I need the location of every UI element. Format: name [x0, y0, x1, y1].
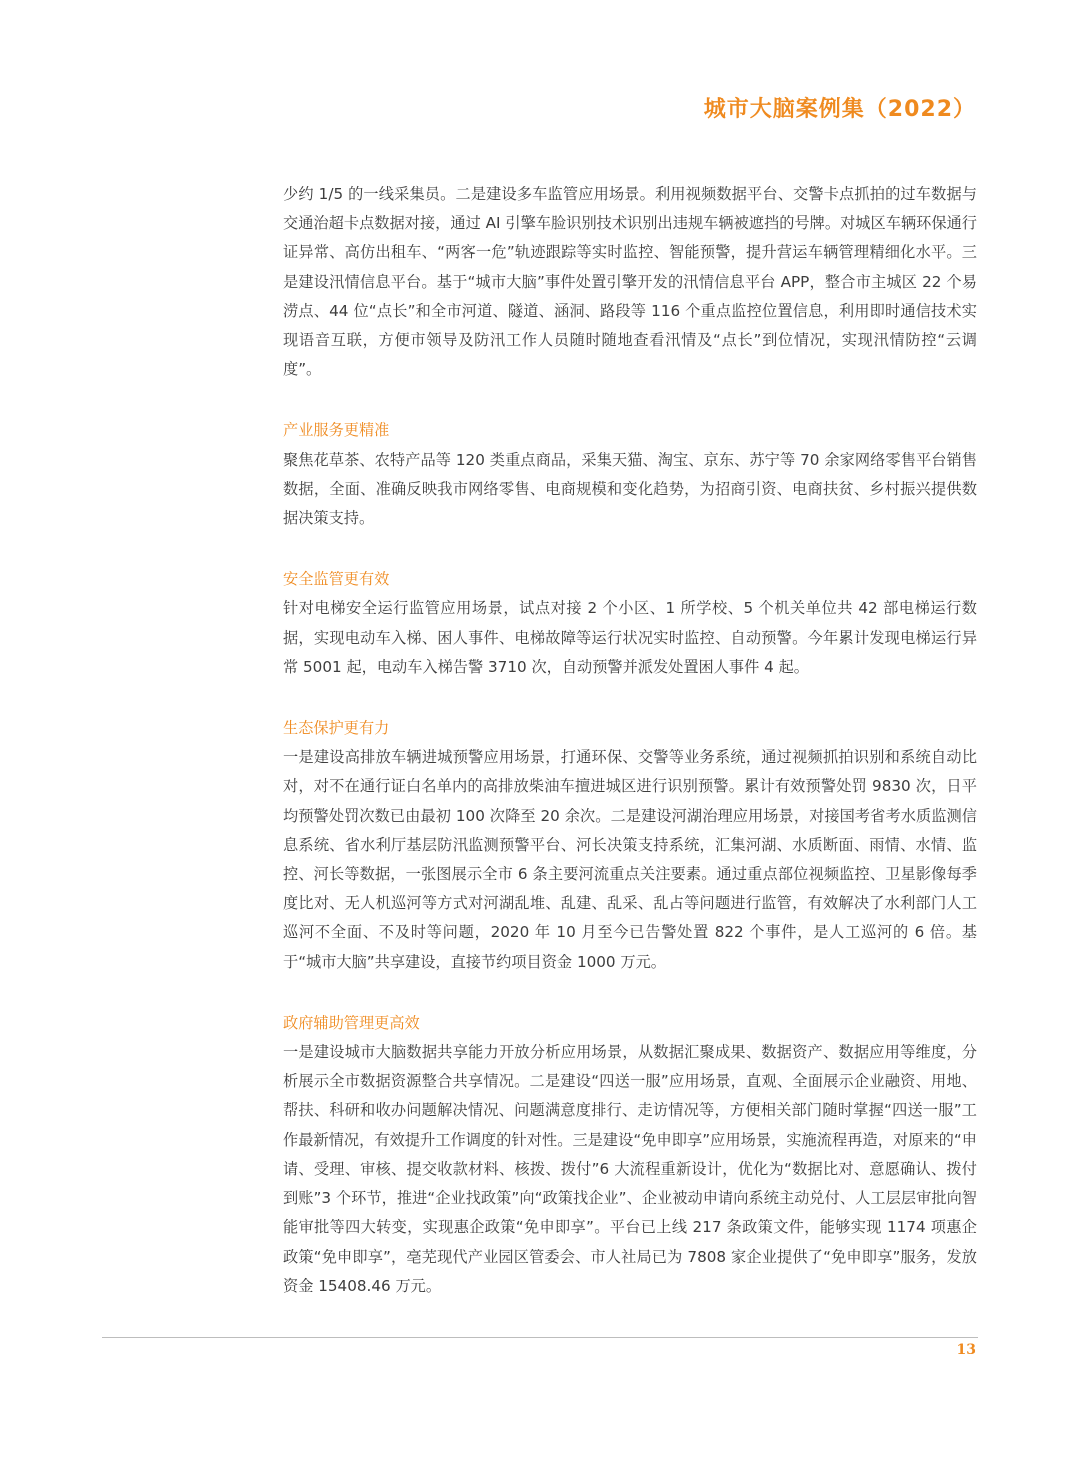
section-industry-services — [283, 416, 977, 533]
section-title: 生态保护更有力 — [283, 719, 390, 738]
section-title: 安全监管更有效 — [283, 570, 390, 589]
document-header-title: 城市大脑案例集（2022） — [703, 97, 976, 122]
section-body: 一是建设城市大脑数据共享能力开放分析应用场景，从数据汇聚成果、数据资产、数据应用等维度，分析展示全市数据资源整合共享情况。二是建设“四送一服”应用场景，直观、全面展示企业融资、用地、帮扶、科研和收办问题解决情况、问题满意度排行、走访情况等，方便相关部门随时掌握“四送一服”工作最新情况，有效提升工作调度的针对性。三是建设“免申即享”应用场景，实施流程再造，对原来的“申请、受理、审核、提交收款材料、核拨、拨付”6 大流程重新设计，优化为“数据比对、意愿确认、拨付到账”3 个环节，推进“企业找政策”向“政策找企业”、企业被动申请向系统主动兑付、人工层层审批向智能审批等四大转变，实现惠企政策“免申即享”。平台已上线 217 条政策文件，能够实现 1174 项惠企政策“免申即享”，亳芜现代产业园区管委会、市人社局已为 7808 家企业提供了“免申即享”服务，发放资金 15408.46 万元。 — [283, 1043, 977, 1295]
footer-divider — [102, 1337, 978, 1338]
section-ecological-protection — [283, 714, 977, 977]
section-body: 一是建设高排放车辆进城预警应用场景，打通环保、交警等业务系统，通过视频抓拍识别和系统自动比对，对不在通行证白名单内的高排放柴油车擅进城区进行识别预警。累计有效预警处罚 9830 次，日平均预警处罚次数已由最初 100 次降至 20 余次。二是建设河湖治理应用场景，对接国考省考水质监测信息系统、省水利厅基层防汛监测预警平台、河长决策支持系统，汇集河湖、水质断面、雨情、水情、监控、河长等数据，一张图展示全市 6 条主要河流重点关注要素。通过重点部位视频监控、卫星影像每季度比对、无人机巡河等方式对河湖乱堆、乱建、乱采、乱占等问题进行监管，有效解决了水利部门人工巡河不全面、不及时等问题，2020 年 10 月至今已告警处置 822 个事件，是人工巡河的 6 倍。基于“城市大脑”共享建设，直接节约项目资金 1000 万元。 — [283, 748, 977, 971]
section-title: 政府辅助管理更高效 — [283, 1013, 420, 1032]
intro-paragraph: 少约 1/5 的一线采集员。二是建设多车监管应用场景。利用视频数据平台、交警卡点抓拍的过车数据与交通治超卡点数据对接，通过 AI 引擎车脸识别技术识别出违规车辆被遮挡的号牌。对城区车辆环保通行证异常、高仿出租车、“两客一危”轨迹跟踪等实时监控、智能预警，提升营运车辆管理精细化水平。三是建设汛情信息平台。基于“城市大脑”事件处置引擎开发的汛情信息平台 APP，整合市主城区 22 个易涝点、44 位“点长”和全市河道、隧道、涵洞、路段等 116 个重点监控位置信息，利用即时通信技术实现语音互联，方便市领导及防汛工作人员随时随地查看汛情及“点长”到位情况，实现汛情防控“云调度”。 — [283, 185, 977, 379]
section-body: 针对电梯安全运行监管应用场景，试点对接 2 个小区、1 所学校、5 个机关单位共 42 部电梯运行数据，实现电动车入梯、困人事件、电梯故障等运行状况实时监控、自动预警。今年累计发现电梯运行异常 5001 起，电动车入梯告警 3710 次，自动预警并派发处置困人事件 4 起。 — [283, 599, 977, 676]
section-title: 产业服务更精准 — [283, 421, 390, 440]
section-safety-supervision — [283, 565, 977, 682]
section-government-management — [283, 1009, 977, 1301]
page-number: 13 — [956, 1342, 976, 1358]
section-body: 聚焦花草茶、农特产品等 120 类重点商品，采集天猫、淘宝、京东、苏宁等 70 余家网络零售平台销售数据，全面、准确反映我市网络零售、电商规模和变化趋势，为招商引资、电商扶贫、乡村振兴提供数据决策支持。 — [283, 450, 977, 528]
page-content — [283, 180, 977, 1301]
